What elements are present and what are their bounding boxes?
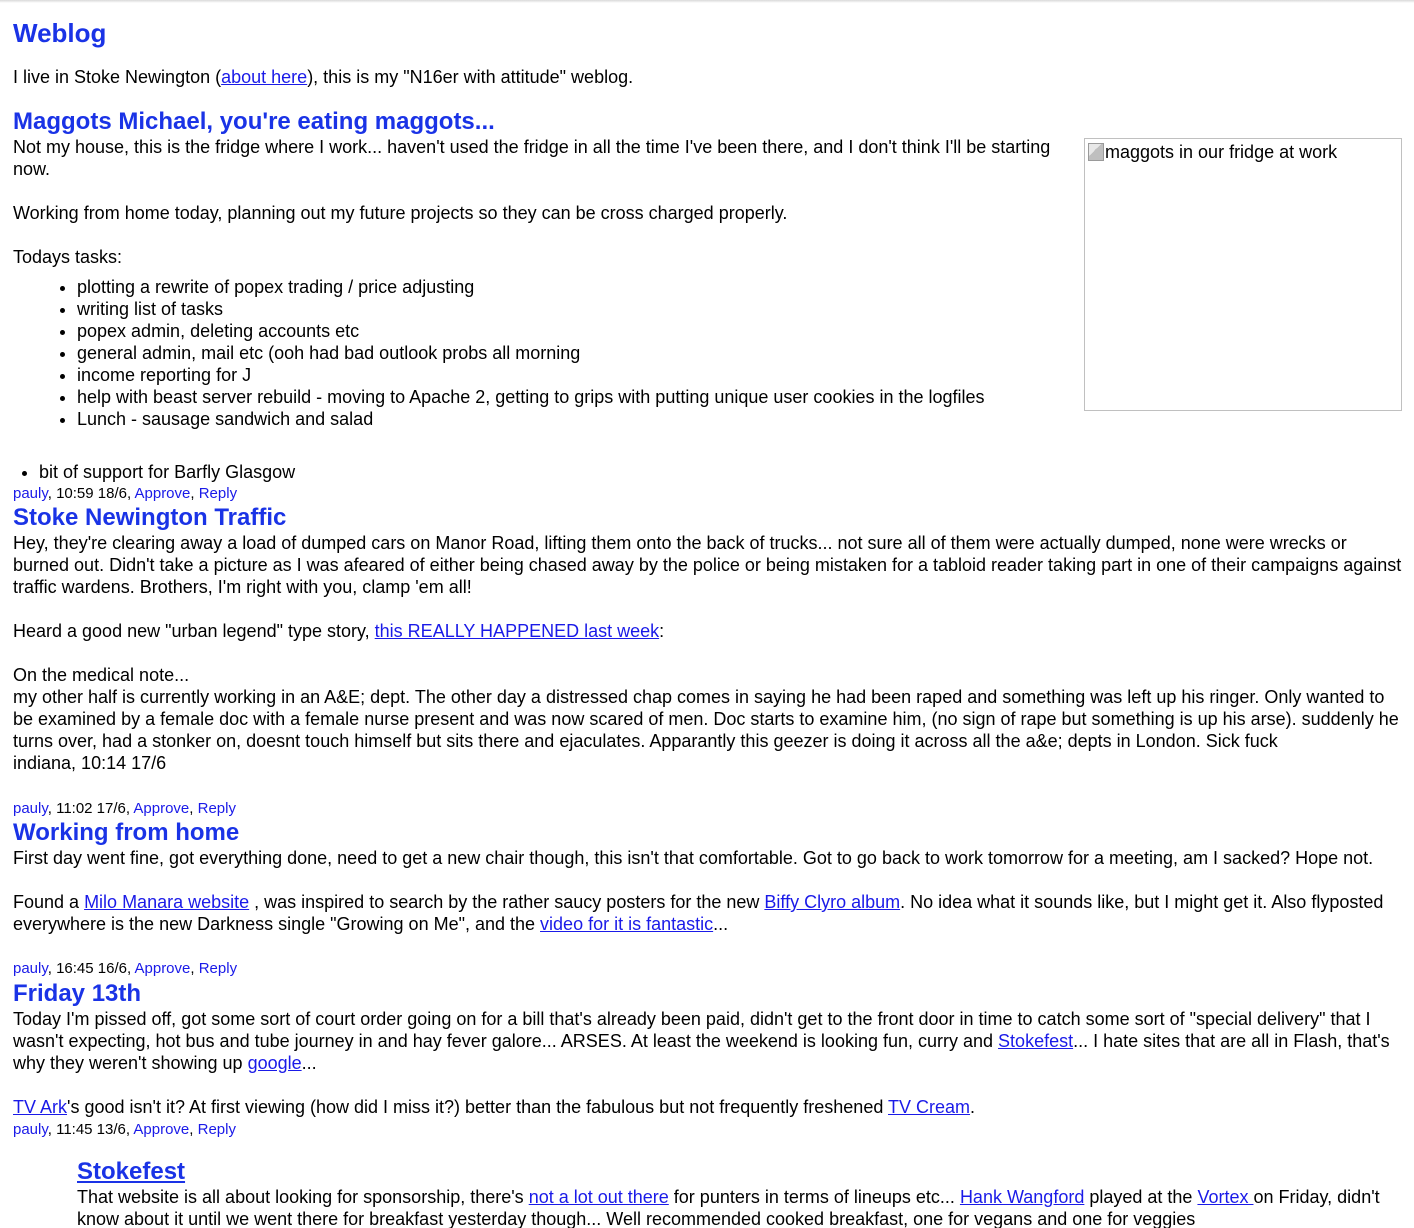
post-paragraph: Found a Milo Manara website , was inspired to search by the rather saucy posters for the new Biffy Clyro album. No idea what it sounds like, but I might get it. Also flyposted everywhere is the new Darkness single "Growing on Me", and the video for it is fantastic... xyxy=(13,892,1384,934)
quoted-text: On the medical note... xyxy=(13,665,190,685)
tv-cream-link[interactable]: TV Cream xyxy=(888,1097,971,1117)
hank-wangford-link[interactable]: Hank Wangford xyxy=(959,1187,1085,1207)
post-paragraph: Working from home today, planning out my future projects so they can be cross charged properly. xyxy=(13,203,788,223)
vortex-link[interactable]: Vortex xyxy=(1197,1187,1254,1207)
approve-link[interactable]: Approve xyxy=(134,960,191,977)
post-title: Stoke Newington Traffic xyxy=(13,504,287,531)
approve-link[interactable]: Approve xyxy=(133,800,190,817)
about-here-link[interactable]: about here xyxy=(221,67,308,87)
task-item: • bit of support for Barfly Glasgow xyxy=(39,461,295,483)
milo-manara-link[interactable]: Milo Manara website xyxy=(84,892,250,912)
task-item: • plotting a rewrite of popex trading / price adjusting xyxy=(77,276,1063,298)
post-working-from-home xyxy=(13,819,1403,935)
task-item: • popex admin, deleting accounts etc xyxy=(77,320,1063,342)
post-title xyxy=(77,1158,1403,1186)
stokefest-link[interactable]: Stokefest xyxy=(998,1031,1074,1051)
intro-text: I live in Stoke Newington (about here), this is my "N16er with attitude" weblog. xyxy=(13,67,634,87)
post-paragraph: Not my house, this is the fridge where I work... haven't used the fridge in all the time I've been there, and I don't think I'll be starting now. xyxy=(13,137,1051,179)
reply-link[interactable]: Reply xyxy=(198,485,238,502)
darkness-video-link[interactable]: video for it is fantastic xyxy=(540,914,714,934)
stray-task xyxy=(13,461,295,483)
post-paragraph: Todays tasks: xyxy=(13,247,123,267)
post-meta: pauly, 16:45 16/6, Approve, Reply xyxy=(13,960,238,977)
reply-link[interactable]: Reply xyxy=(198,960,238,977)
post-maggots xyxy=(13,108,1403,430)
post-paragraph: First day went fine, got everything done, need to get a new chair though, this isn't that comfortable. Got to go back to work tomorrow for a meeting, am I sacked? Hope not. xyxy=(13,848,1374,868)
post-meta: pauly, 11:02 17/6, Approve, Reply xyxy=(13,800,236,817)
quoted-text: my other half is currently working in an A&E; dept. The other day a distressed chap comes in saying he had been raped and something was left up his ringer. Only wanted to be examined by a female doc with a female nurse present and was now scared of men. Doc starts to examine him, (no sign of rape but something is up his arse). suddenly he turns over, had a stonker on, doesnt touch himself but sits there and ejaculates. Apparantly this geezer is doing it across all the a&e; depts in London. Sick fuck xyxy=(13,687,1399,751)
post-stoke-newington-traffic xyxy=(13,504,1403,774)
post-meta: pauly, 11:45 13/6, Approve, Reply xyxy=(13,1121,236,1138)
post-image xyxy=(1084,138,1402,411)
approve-link[interactable]: Approve xyxy=(133,1121,190,1138)
post-paragraph: Today I'm pissed off, got some sort of court order going on for a bill that's already been paid, didn't get to the front door in time to catch some sort of "special delivery" that I wasn't expecting, hot bus and tube journey in and hay fever galore... ARSES. At least the weekend is looking fun, curry and Stokefest... I hate sites that are all in Flash, that's why they weren't showing up google... xyxy=(13,1009,1390,1073)
post-title: Working from home xyxy=(13,819,240,846)
quoted-text: indiana, 10:14 17/6 xyxy=(13,753,167,773)
author-link[interactable]: pauly xyxy=(13,1121,48,1138)
top-edge-shadow xyxy=(0,0,1414,3)
post-friday-13th xyxy=(13,980,1403,1118)
approve-link[interactable]: Approve xyxy=(134,485,191,502)
urban-legend-link[interactable]: this REALLY HAPPENED last week xyxy=(374,621,660,641)
post-paragraph: Heard a good new "urban legend" type story, this REALLY HAPPENED last week: xyxy=(13,621,665,641)
biffy-clyro-link[interactable]: Biffy Clyro album xyxy=(764,892,901,912)
author-link[interactable]: pauly xyxy=(13,800,48,817)
task-item: • help with beast server rebuild - moving to Apache 2, getting to grips with putting unique user cookies in the logfiles xyxy=(77,386,1063,408)
task-list xyxy=(13,276,1063,430)
post-title: Friday 13th xyxy=(13,980,142,1007)
task-item: • writing list of tasks xyxy=(77,298,1063,320)
post-body xyxy=(13,136,1063,430)
tv-ark-link[interactable]: TV Ark xyxy=(13,1097,68,1117)
image-alt-text: maggots in our fridge at work xyxy=(1105,142,1338,162)
broken-image-icon xyxy=(1088,143,1104,161)
reply-link[interactable]: Reply xyxy=(197,800,236,817)
post-paragraph: Hey, they're clearing away a load of dumped cars on Manor Road, lifting them onto the back of trucks... not sure all of them were actually dumped, none were wrecks or burned out. Didn't take a picture as I was afeared of either being chased away by the police or being mistaken for a tabloid reader taking part in one of their campaigns against traffic wardens. Brothers, I'm right with you, clamp 'em all! xyxy=(13,533,1402,597)
post-meta: pauly, 10:59 18/6, Approve, Reply xyxy=(13,485,238,502)
google-link[interactable]: google xyxy=(247,1053,302,1073)
post-stokefest xyxy=(77,1158,1403,1228)
author-link[interactable]: pauly xyxy=(13,960,48,977)
post-paragraph: TV Ark's good isn't it? At first viewing (how did I miss it?) better than the fabulous but not frequently freshened TV Cream. xyxy=(13,1097,976,1117)
post-title: Maggots Michael, you're eating maggots... xyxy=(13,108,495,135)
task-item: • general admin, mail etc (ooh had bad outlook probs all morning xyxy=(77,342,1063,364)
reply-link[interactable]: Reply xyxy=(197,1121,236,1138)
post-paragraph: That website is all about looking for sponsorship, there's not a lot out there for punters in terms of lineups etc... Hank Wangford played at the Vortex on Friday, didn't know about it until we went there for breakfast yesterday though... Well recommended cooked breakfast, one for vegans and one for veggies xyxy=(77,1187,1380,1228)
stokefest-title-link[interactable]: Stokefest xyxy=(77,1158,186,1185)
page-title: Weblog xyxy=(13,18,107,48)
not-a-lot-link[interactable]: not a lot out there xyxy=(528,1187,669,1207)
author-link[interactable]: pauly xyxy=(13,485,48,502)
task-item: • Lunch - sausage sandwich and salad xyxy=(77,408,1063,430)
task-item: • income reporting for J xyxy=(77,364,1063,386)
